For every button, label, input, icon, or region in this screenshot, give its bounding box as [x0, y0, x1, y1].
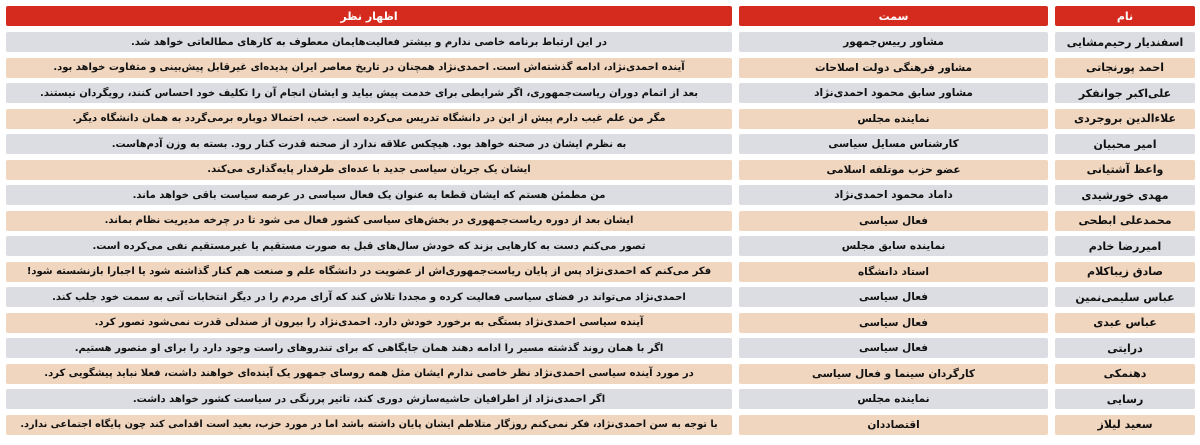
- name-cell: مهدی خورشیدی: [1055, 185, 1195, 205]
- opinion-cell: من مطمئن هستم که ایشان قطعا به عنوان یک فعال سیاسی در عرصه سیاست باقی خواهد ماند.: [6, 185, 732, 205]
- table-row: [6, 32, 1195, 52]
- position-cell: نماینده مجلس: [739, 109, 1048, 129]
- table-row: [6, 160, 1195, 180]
- table-row: [6, 338, 1195, 358]
- name-cell: صادق زیباکلام: [1055, 262, 1195, 282]
- table-row: [6, 211, 1195, 231]
- opinion-cell: در مورد آینده سیاسی احمدی‌نژاد نظر خاصی ندارم ایشان مثل همه روسای جمهور یک آینده‌ای خواهند داشت، فعلا نباید پیشگویی کرد.: [6, 364, 732, 384]
- name-cell: امیررضا خادم: [1055, 236, 1195, 256]
- opinion-cell: فکر می‌کنم که احمدی‌نژاد پس از پایان ریاست‌جمهوری‌اش از عضویت در دانشگاه علم و صنعت هم کنار گذاشته شود یا اجبارا بازنشسته شود!: [6, 262, 732, 282]
- table-row: [6, 364, 1195, 384]
- header-position: سمت: [739, 6, 1048, 26]
- name-cell: احمد پورنجاتی: [1055, 58, 1195, 78]
- position-cell: اقتصاددان: [739, 415, 1048, 435]
- table-row: [6, 134, 1195, 154]
- name-cell: رسایی: [1055, 389, 1195, 409]
- name-cell: علاءالدین بروجردی: [1055, 109, 1195, 129]
- opinion-cell: ایشان بعد از دوره ریاست‌جمهوری در بخش‌های سیاسی کشور فعال می شود تا در چرخه مدیریت نظام بماند.: [6, 211, 732, 231]
- position-cell: عضو حزب موتلفه اسلامی: [739, 160, 1048, 180]
- table-row: [6, 236, 1195, 256]
- opinion-cell: مگر من علم غیب دارم پیش از این در دانشگاه تدریس می‌کرده است. خب، احتمالا دوباره برمی‌گردد به همان دانشگاه دیگر.: [6, 109, 732, 129]
- name-cell: واعظ آشتیانی: [1055, 160, 1195, 180]
- table-row: [6, 287, 1195, 307]
- opinion-cell: تصور می‌کنم دست به کارهایی بزند که خودش سال‌های قبل به صورت مستقیم یا غیرمستقیم نفی می‌کرده است.: [6, 236, 732, 256]
- opinions-table: [6, 6, 1195, 440]
- name-cell: عباس عبدی: [1055, 313, 1195, 333]
- table-row: [6, 83, 1195, 103]
- opinion-cell: اگر با همان روند گذشته مسیر را ادامه دهند همان جایگاهی که برای تندروهای راست وجود دارد را برای او متصور هستیم.: [6, 338, 732, 358]
- name-cell: اسفندیار رحیم‌مشایی: [1055, 32, 1195, 52]
- table-row: [6, 389, 1195, 409]
- header-name: نام: [1055, 6, 1195, 26]
- opinion-cell: احمدی‌نژاد می‌تواند در فضای سیاسی فعالیت کرده و مجددا تلاش کند که آرای مردم را در دیگر انتخابات آتی به سمت خود جلب کند.: [6, 287, 732, 307]
- position-cell: فعال سیاسی: [739, 287, 1048, 307]
- position-cell: داماد محمود احمدی‌نژاد: [739, 185, 1048, 205]
- position-cell: نماینده سابق مجلس: [739, 236, 1048, 256]
- name-cell: دهنمکی: [1055, 364, 1195, 384]
- name-cell: درایتی: [1055, 338, 1195, 358]
- table-row: [6, 415, 1195, 435]
- table-row: [6, 313, 1195, 333]
- position-cell: مشاور سابق محمود احمدی‌نژاد: [739, 83, 1048, 103]
- name-cell: سعید لیلاز: [1055, 415, 1195, 435]
- position-cell: کارشناس مسایل سیاسی: [739, 134, 1048, 154]
- header-opinion: اظهار نظر: [6, 6, 732, 26]
- opinion-cell: بعد از اتمام دوران ریاست‌جمهوری، اگر شرایطی برای خدمت پیش بیاید و ایشان انجام آن را تکلیف خود احساس کنند، رویگردان نیستند.: [6, 83, 732, 103]
- table-row: [6, 58, 1195, 78]
- opinion-cell: با توجه به سن احمدی‌نژاد، فکر نمی‌کنم روزگار متلاطم ایشان پایان داشته باشد اما در مورد حزب، بعید است اقدامی کند چون پایگاه اجتماعی ندارد.: [6, 415, 732, 435]
- position-cell: کارگردان سینما و فعال سیاسی: [739, 364, 1048, 384]
- opinion-cell: آینده سیاسی احمدی‌نژاد بستگی به برخورد خودش دارد. احمدی‌نژاد را بیرون از صندلی قدرت نمی‌شود تصور کرد.: [6, 313, 732, 333]
- name-cell: علی‌اکبر جوانفکر: [1055, 83, 1195, 103]
- name-cell: امیر محبیان: [1055, 134, 1195, 154]
- table-row: [6, 262, 1195, 282]
- opinion-cell: در این ارتباط برنامه خاصی ندارم و بیشتر فعالیت‌هایمان معطوف به کارهای مطالعاتی خواهد شد.: [6, 32, 732, 52]
- name-cell: عباس سلیمی‌نمین: [1055, 287, 1195, 307]
- opinion-cell: به نظرم ایشان در صحنه خواهد بود. هیچکس علاقه ندارد از صحنه قدرت کنار رود. بسته به وزن آدم‌هاست.: [6, 134, 732, 154]
- opinion-cell: آینده احمدی‌نژاد، ادامه گذشته‌اش است. احمدی‌نژاد همچنان در تاریخ معاصر ایران پدیده‌ای غیرقابل پیش‌بینی و متفاوت خواهد بود.: [6, 58, 732, 78]
- position-cell: نماینده مجلس: [739, 389, 1048, 409]
- position-cell: استاد دانشگاه: [739, 262, 1048, 282]
- opinion-cell: ایشان یک جریان سیاسی جدید با عده‌ای طرفدار پایه‌گذاری می‌کند.: [6, 160, 732, 180]
- position-cell: مشاور فرهنگی دولت اصلاحات: [739, 58, 1048, 78]
- position-cell: فعال سیاسی: [739, 313, 1048, 333]
- name-cell: محمدعلی ابطحی: [1055, 211, 1195, 231]
- position-cell: مشاور رییس‌جمهور: [739, 32, 1048, 52]
- table-header: [6, 6, 1195, 26]
- opinion-cell: اگر احمدی‌نژاد از اطرافیان حاشیه‌سازش دوری کند، تاثیر پررنگی در سیاست کشور خواهد داشت.: [6, 389, 732, 409]
- table-row: [6, 185, 1195, 205]
- table-row: [6, 109, 1195, 129]
- position-cell: فعال سیاسی: [739, 338, 1048, 358]
- position-cell: فعال سیاسی: [739, 211, 1048, 231]
